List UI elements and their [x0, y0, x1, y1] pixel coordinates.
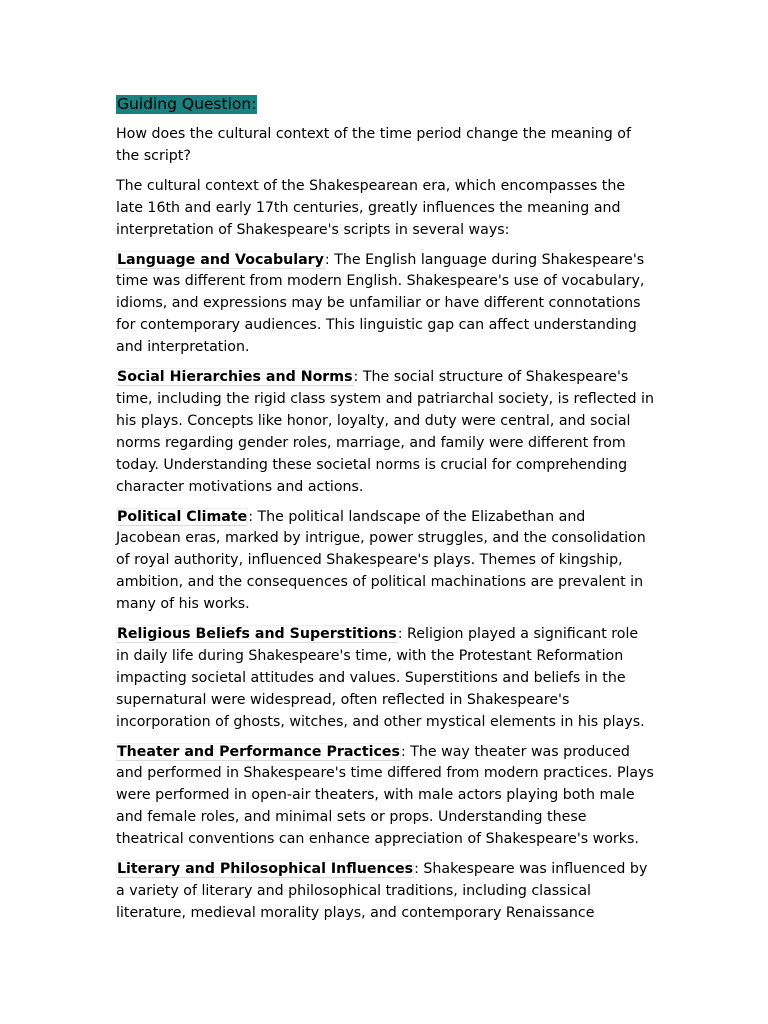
- section-term: Religious Beliefs and Superstitions: [117, 626, 397, 643]
- section-term: Theater and Performance Practices: [117, 743, 400, 760]
- section-term: Language and Vocabulary: [117, 251, 324, 268]
- guiding-question-text: How does the cultural context of the time period change the meaning of the script?: [116, 126, 631, 164]
- section-term: Political Climate: [117, 508, 248, 525]
- section-religious-beliefs: [116, 624, 654, 734]
- section-language-vocabulary: [116, 250, 654, 360]
- section-text: : The political landscape of the Elizabethan and Jacobean eras, marked by intrigue, power struggles, and the consolidation of royal authority, influenced Shakespeare's plays. Themes of kingship, ambition, and the consequences of political machinations are prevalent in many of his works.: [116, 508, 646, 613]
- section-term: Literary and Philosophical Influences: [117, 861, 414, 878]
- section-theater-practices: [116, 742, 654, 852]
- section-text: : Shakespeare was influenced by a variety of literary and philosophical traditions, including classical literature, medieval morality plays, and contemporary Renaissance: [116, 861, 648, 921]
- section-political-climate: [116, 507, 654, 617]
- section-term: Social Hierarchies and Norms: [117, 369, 353, 386]
- section-text: : The way theater was produced and performed in Shakespeare's time differed from modern practices. Plays were performed in open-air theaters, with male actors playing both male and female roles, and minimal sets or props. Understanding these theatrical conventions can enhance appreciation of Shakespeare's works.: [116, 743, 654, 848]
- section-text: : The social structure of Shakespeare's time, including the rigid class system and patriarchal society, is reflected in his plays. Concepts like honor, loyalty, and duty were central, and social norms regarding gender roles, marriage, and family were different from today. Understanding these societal norms is crucial for comprehending character motivations and actions.: [116, 369, 654, 495]
- document-page: [116, 94, 654, 933]
- intro-paragraph: The cultural context of the Shakespearean era, which encompasses the late 16th and early 17th centuries, greatly influences the meaning and interpretation of Shakespeare's scripts in several ways:: [116, 177, 626, 238]
- section-social-hierarchies: [116, 367, 654, 498]
- section-text: : The English language during Shakespeare's time was different from modern English. Shakespeare's use of vocabulary, idioms, and expressions may be unfamiliar or have different connotations for contemporary audiences. This linguistic gap can affect understanding and interpretation.: [116, 251, 645, 356]
- section-literary-influences: [116, 859, 654, 925]
- section-text: : Religion played a significant role in daily life during Shakespeare's time, with the Protestant Reformation impacting societal attitudes and values. Superstitions and beliefs in the supernatural were widespread, often reflected in Shakespeare's incorporation of ghosts, witches, and other mystical elements in his plays.: [116, 626, 645, 730]
- guiding-question-heading: Guiding Question:: [117, 95, 257, 113]
